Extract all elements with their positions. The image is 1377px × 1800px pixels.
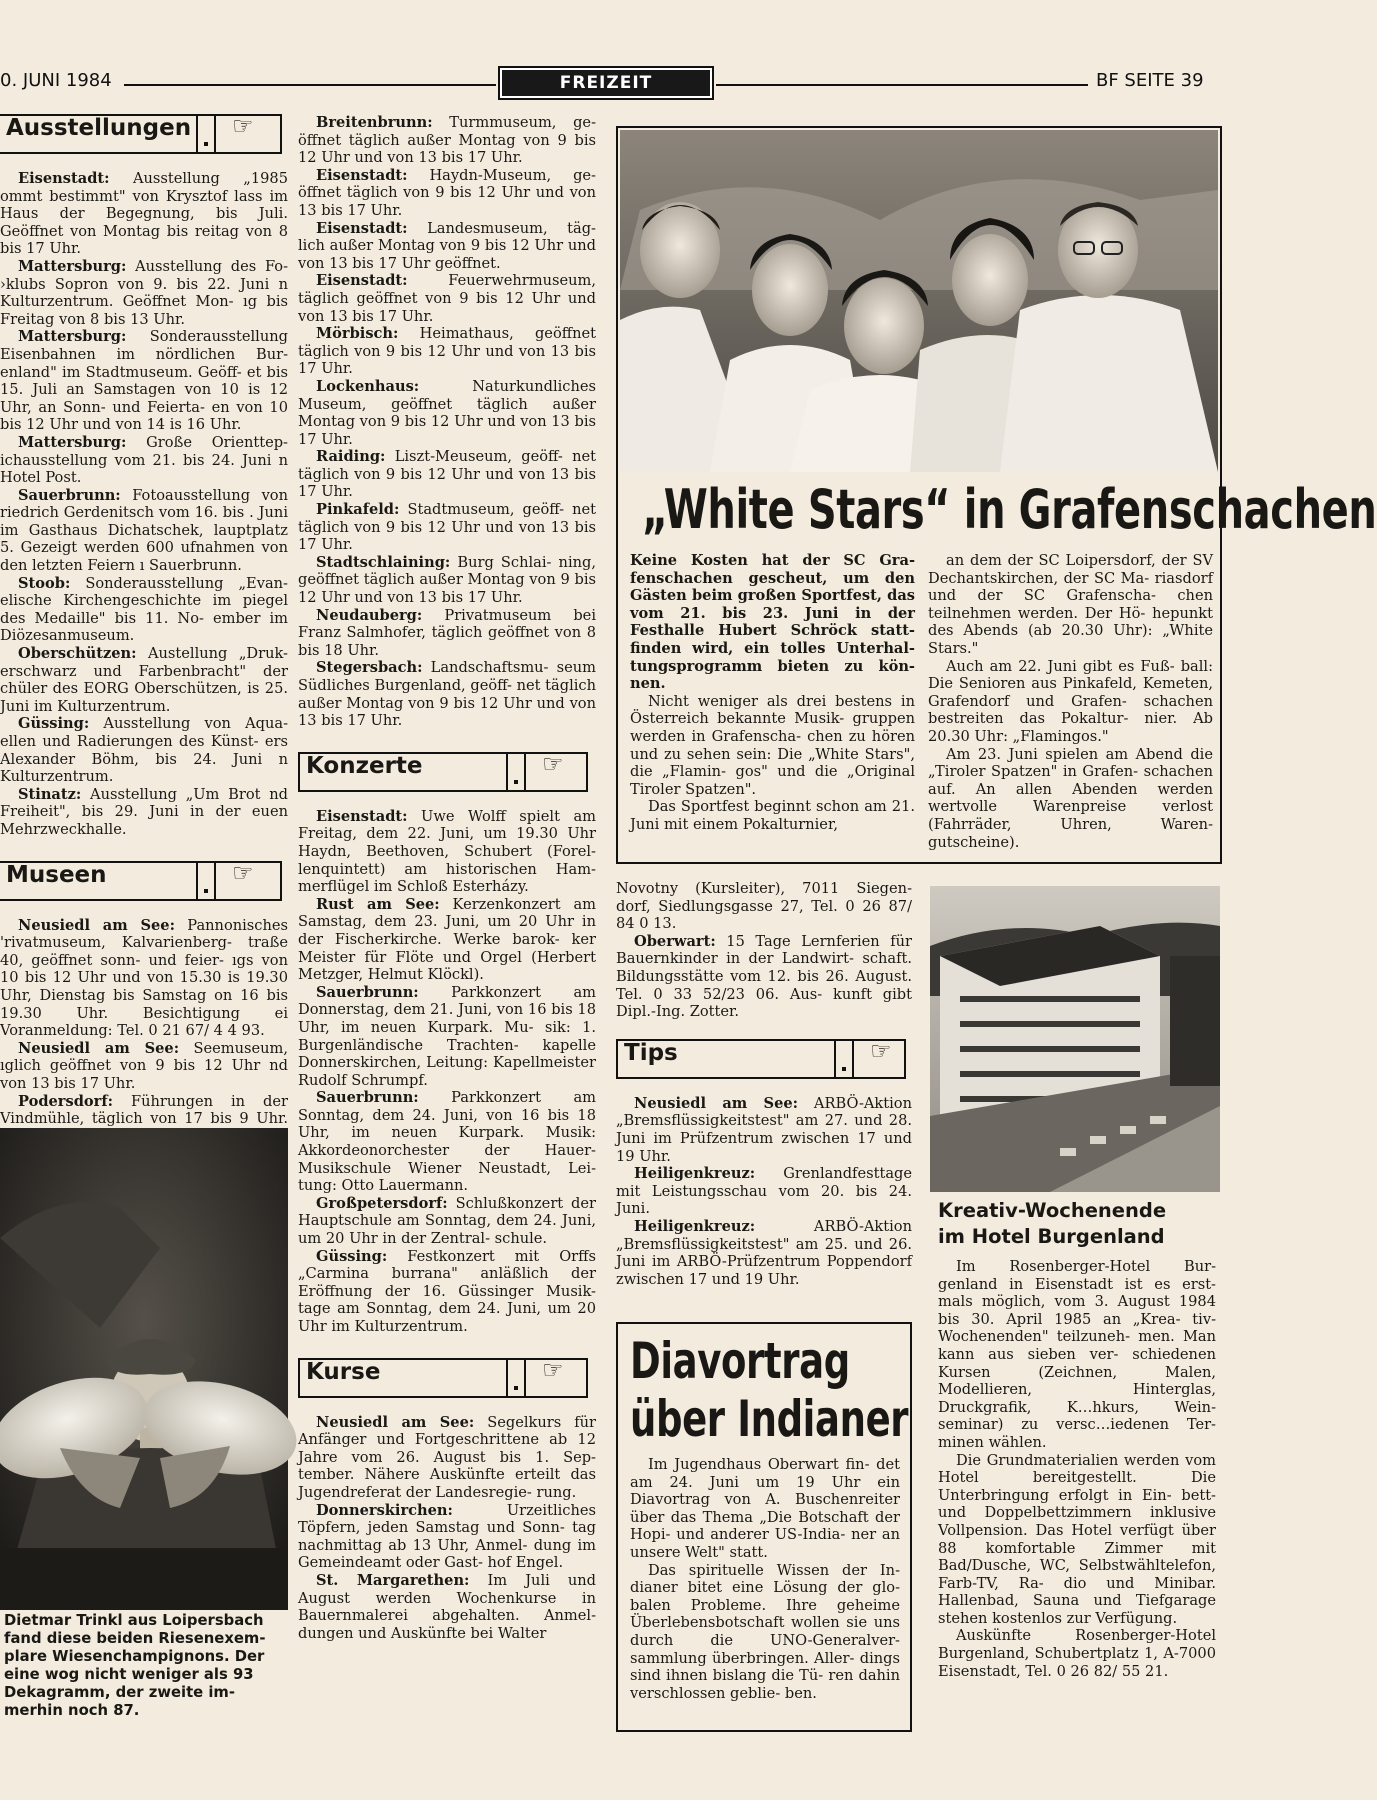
diavortrag-body (630, 1456, 900, 1702)
bullet-box (506, 1360, 526, 1396)
article-paragraph: Auch am 22. Juni gibt es Fuß- ball: Die Senioren aus Pinkafeld, Kemeten, Grafendorf und Grafen- schachen bestreiten das Pokaltur- nier. Ab 20.30 Uhr: „Flamingos." (928, 657, 1213, 745)
column-1 (0, 114, 288, 1163)
ausstellungen-list (0, 170, 288, 839)
listing-item (0, 487, 288, 575)
article-paragraph: Am 23. Juni spielen am Abend die „Tiroler Spatzen" in Grafen- schachen auf. An allen Abenden werden wertvolle Warenpreise verlost (Fahrräder, Uhren, Waren- gutscheine). (928, 745, 1213, 851)
kurse-list (298, 1414, 596, 1643)
location: Stoob: (18, 574, 71, 592)
item-text: Festkonzert mit Orffs „Carmina burrana" anläßlich der Eröffnung der 16. Güssinger Musik- tage am Sonntag, dem 24. Juni, um 20 Uhr im Kulturzentrum. (298, 1247, 596, 1335)
section-badge: FREIZEIT (500, 68, 712, 98)
location: Breitenbrunn: (316, 114, 433, 131)
location: Eisenstadt: (316, 166, 408, 184)
section-title: Tips (624, 1039, 678, 1066)
item-text: Urzeitliches Töpfern, jeden Samstag und Sonn- tag nachmittag ab 13 Uhr, Anmel- dung im Gemeindeamt oder Gast- hof Engel. (298, 1501, 596, 1572)
item-text: 15 Tage Lernferien für Bauernkinder in der Landwirt- schaft. Bildungsstätte vom 12. bis 26. August. Tel. 0 33 52/23 06. Aus- kunft gibt Dipl.-Ing. Zotter. (616, 932, 912, 1021)
oberwart-item (616, 933, 912, 1021)
item-text: Kerzenkonzert am Samstag, dem 23. Juni, um 20 Uhr in der Fischerkirche. Werke barok- ker Meister für Flöte und Orgel (Herbert Metzger, Helmut Klöckl). (298, 895, 596, 984)
item-text: Ausstellung „1985 ommt bestimmt" von Krysztof lass im Haus der Begegnung, bis Juli. Geöffnet von Montag bis reitag von 8 bis 17 Uhr. (0, 170, 288, 258)
museen-cont-list (298, 114, 596, 730)
listing-item (616, 1165, 912, 1218)
item-text: Grenlandfesttage mit Leistungsschau vom 20. bis 24. Juni. (616, 1165, 912, 1218)
item-text: Feuerwehrmuseum, täglich geöffnet von 9 bis 12 Uhr und von 13 bis 17 Uhr. (298, 272, 596, 325)
location: Mattersburg: (18, 328, 127, 346)
location: Sauerbrunn: (18, 486, 121, 504)
listing-item (298, 808, 596, 896)
location: Sauerbrunn: (316, 1089, 419, 1107)
location: Oberwart: (634, 932, 716, 950)
white-stars-left-col (630, 552, 915, 834)
location: Neusiedl am See: (18, 916, 175, 934)
item-text: Liszt-Meuseum, geöff- net täglich von 9 bis 12 Uhr und von 13 bis 17 Uhr. (298, 448, 596, 501)
listing-item (0, 328, 288, 434)
listing-item (298, 114, 596, 167)
headline-text: „White Stars“ in Grafenschachen (642, 478, 1377, 541)
listing-item (298, 1572, 596, 1642)
listing-item (298, 1502, 596, 1572)
listing-item (298, 607, 596, 660)
location: Donnerskirchen: (316, 1501, 453, 1519)
listing-item (298, 1195, 596, 1248)
white-stars-left-body (630, 693, 915, 834)
item-text: Stadtmuseum, geöff- net täglich von 9 bis 12 Uhr und von 13 bis 17 Uhr. (298, 501, 596, 554)
item-text: Ausstellung „Um Brot nd Freiheit", bis 29. Juni in der euen Mehrzweckhalle. (0, 785, 288, 838)
listing-item (298, 448, 596, 501)
hotel-illustration (930, 886, 1220, 1192)
listing-item (616, 1218, 912, 1288)
listing-item (616, 1095, 912, 1165)
item-text: Turmmuseum, ge- öffnet täglich außer Montag von 9 bis 12 Uhr und von 13 bis 17 Uhr. (298, 114, 596, 167)
item-text: Ausstellung von Aqua- ellen und Radierungen des Künst- ers Alexander Böhm, bis 24. Juni n Kulturzentrum. (0, 715, 288, 786)
location: St. Margarethen: (316, 1571, 470, 1589)
kreativ-article (938, 1198, 1222, 1680)
mushroom-caption: Dietmar Trinkl aus Loipersbach fand diese beiden Riesenexem- plare Wiesenchampignons. Der eine wog nicht weniger als 93 Dekagramm, der zweite im- merhin noch 87. (4, 1612, 266, 1719)
tips-list (616, 1095, 912, 1289)
listing-item (298, 1248, 596, 1336)
item-text: ARBÖ-Aktion „Bremsflüssigkeitstest" am 27. und 28. Juni im Prüfzentrum zwischen 17 und 19 Uhr. (616, 1094, 912, 1165)
column-2 (298, 114, 596, 1642)
article-paragraph: Im Jugendhaus Oberwart fin- det am 24. Juni um 19 Uhr ein Diavortrag von A. Buschenreiter über das Thema „Die Botschaft der Hopi- und anderer US-India- ner an unsere Welt" statt. (630, 1456, 900, 1561)
listing-item (298, 896, 596, 984)
location: Pinkafeld: (316, 501, 400, 519)
location: Heiligenkreuz: (634, 1217, 756, 1235)
konzerte-list (298, 808, 596, 1336)
section-head-museen (0, 858, 282, 901)
museen-list (0, 917, 288, 1163)
white-stars-right-body (928, 552, 1213, 851)
listing-item (298, 1089, 596, 1195)
kreativ-body (938, 1258, 1216, 1680)
section-head-tips (616, 1036, 906, 1079)
listing-item (298, 501, 596, 554)
white-stars-right-col (928, 552, 1213, 851)
listing-item (298, 378, 596, 448)
location: Mattersburg: (18, 433, 127, 451)
headline-line-1: Diavortrag (630, 1332, 850, 1390)
bullet-box (196, 863, 216, 899)
listing-item (298, 984, 596, 1090)
location: Mattersburg: (18, 257, 127, 275)
article-paragraph: Die Grundmaterialien werden vom Hotel bereitgestellt. Die Unterbringung erfolgt in Ein- bett- und Doppelbettzimmern inklusive Vollpension. Das Hotel verfügt über 88 komfortable Zimmer mit Bad/Dusche, WC, Selbstwähltelefon, Farb-TV, Ra- dio und Minibar. Hallenbad, Sauna und Tiefgarage stehen kostenlos zur Verfügung. (938, 1451, 1216, 1627)
item-text: Segelkurs für Anfänger und Fortgeschrittene ab 12 Jahre vom 26. August bis 1. Sep- tember. Nähere Auskünfte erteilt das Jugendreferat der Landesregie- rung. (298, 1413, 596, 1501)
band-photo (620, 130, 1218, 472)
listing-item (298, 554, 596, 607)
location: Stegersbach: (316, 659, 423, 677)
location: Güssing: (18, 715, 90, 733)
item-text: Parkkonzert am Donnerstag, dem 21. Juni, von 16 bis 18 Uhr, im neuen Kurpark. Mu- sik: 1. Burgenländische Trachten- kapelle Donnerskirchen, Leitung: Kapellmeister Rudolf Schrumpf. (298, 983, 596, 1089)
article-paragraph: Das spirituelle Wissen der In- dianer bitet eine Lösung der glo- balen Probleme. Ihre geheime Überlebensbotschaft wollen sie uns durch die UNO-Generalver- sammlung überbringen. Aller- dings sind ihnen bislang die Tü- ren dahin verschlossen geblie- ben. (630, 1561, 900, 1702)
article-paragraph: Das Sportfest beginnt schon am 21. Juni mit einem Pokalturnier, (630, 798, 915, 833)
header-page: BF SEITE 39 (1096, 70, 1204, 91)
item-text: Austellung „Druk- erschwarz und Farbenbracht" der chüler des EORG Oberschützen, is 25. Juni im Kulturzentrum. (0, 645, 288, 715)
section-title: Konzerte (306, 752, 423, 779)
listing-item (0, 715, 288, 785)
listing-item (298, 325, 596, 378)
item-text: Große Orienttep- ichausstellung vom 21. bis 24. Juni n Hotel Post. (0, 433, 288, 487)
item-text: Pannonisches 'rivatmuseum, Kalvarienberg- traße 40, geöffnet sonn- und feier- ıgs von 10 bis 12 Uhr und von 15.30 is 19.30 Uhr, Dienstag bis Samstag on 16 bis 19.30 Uhr. Besichtigung ei Voranmeldung: Tel. 0 21 67/ 4 4 93. (0, 916, 288, 1040)
listing-item (0, 434, 288, 487)
location: Oberschützen: (18, 645, 137, 663)
item-text: ARBÖ-Aktion „Bremsflüssigkeitstest" am 25. und 26. Juni im ARBÖ-Prüfzentrum Poppendorf zwischen 17 und 19 Uhr. (616, 1217, 912, 1288)
listing-item (0, 1040, 288, 1093)
item-text: Seemuseum, ıglich geöffnet von 9 bis 12 Uhr nd von 13 bis 17 Uhr. (0, 1039, 288, 1092)
location: Eisenstadt: (18, 170, 110, 187)
item-text: Heimathaus, geöffnet täglich von 9 bis 12 Uhr und von 13 bis 17 Uhr. (298, 325, 596, 378)
location: Eisenstadt: (316, 272, 408, 290)
item-text: Landschaftsmu- seum Südliches Burgenland, geöff- net täglich außer Montag von 9 bis 12 Uhr und von 13 bis 17 Uhr. (298, 659, 596, 730)
location: Stinatz: (18, 785, 82, 803)
kreativ-title (938, 1198, 1222, 1250)
diavortrag-article (616, 1322, 912, 1732)
kreativ-title-line-1: Kreativ-Wochenende (938, 1199, 1167, 1222)
pointing-hand-icon: ☞ (232, 858, 254, 887)
item-text: Führungen in der Vindmühle, täglich von 17 bis 9 Uhr. (0, 1092, 288, 1128)
item-text: Sonderausstellung „Evan- elische Kirchengeschichte im piegel des Medaille" bis 11. No- ember im Diözesanmuseum. (0, 574, 288, 645)
pointing-hand-icon: ☞ (542, 749, 564, 778)
listing-item (298, 659, 596, 729)
listing-item (298, 220, 596, 273)
listing-item (0, 170, 288, 258)
header-date: 0. JUNI 1984 (0, 70, 112, 91)
item-text: Burg Schlai- ning, geöffnet täglich außer Montag von 9 bis 12 Uhr und von 13 bis 17 Uhr. (298, 553, 596, 607)
location: Neusiedl am See: (316, 1413, 475, 1431)
item-text: Uwe Wolff spielt am Freitag, dem 22. Juni, um 19.30 Uhr Haydn, Beethoven, Schubert (Forel- lenquintett) am historischen Ham- merflügel im Schloß Esterházy. (298, 807, 596, 896)
band-illustration (620, 130, 1218, 472)
section-title: Museen (6, 861, 107, 888)
hotel-photo (930, 886, 1220, 1192)
item-text: Sonderausstellung Eisenbahnen im nördlichen Bur- enland" im Stadtmuseum. Geöff- et bis 15. Juli an Samstagen von 10 is 12 Uhr, an Sonn- und Feierta- en von 10 bis 12 Uhr und von 14 is 16 Uhr. (0, 328, 288, 434)
article-paragraph: Nicht weniger als drei bestens in Österreich bekannte Musik- gruppen werden in Grafenscha- chen zu hören und zu sehen sein: Die „White Stars", die „Flamin- gos" und die „Original Tiroler Spatzen". (630, 692, 915, 798)
article-paragraph: Im Rosenberger-Hotel Bur- genland in Eisenstadt ist es erst- mals möglich, vom 3. August 1984 bis 30. April 1985 an „Krea- tiv-Wochenenden" teilzuneh- men. Man kann aus sieben ver- schiedenen Kursen (Zeichnen, Malen, Modellieren, Hinterglas, Druckgrafik, K…hkurs, Wein- seminar) zu versc…iedenen Ter- minen wählen. (938, 1258, 1216, 1451)
pointing-hand-icon: ☞ (542, 1355, 564, 1384)
location: Raiding: (316, 448, 386, 466)
location: Sauerbrunn: (316, 983, 419, 1001)
article-paragraph: Auskünfte Rosenberger-Hotel Burgenland, Schubertplatz 1, A-7000 Eisenstadt, Tel. 0 26 82/ 55 21. (938, 1627, 1216, 1680)
location: Güssing: (316, 1247, 388, 1265)
location: Podersdorf: (18, 1092, 114, 1110)
listing-item (0, 917, 288, 1040)
article-paragraph: an dem der SC Loipersdorf, der SV Dechantskirchen, der SC Ma- riasdorf und der SC Grafenscha- chen teilnehmen werden. Der Hö- hepunkt des Abends (ab 20.30 Uhr): „White Stars." (928, 552, 1213, 657)
location: Neusiedl am See: (18, 1039, 180, 1057)
kurse-continued: Novotny (Kursleiter), 7011 Siegen- dorf, Siedlungsgasse 27, Tel. 0 26 87/ 84 0 13. (616, 880, 912, 933)
listing-item (0, 258, 288, 328)
white-stars-article (616, 126, 1377, 864)
location: Lockenhaus: (316, 377, 420, 395)
section-title: Ausstellungen (6, 115, 192, 141)
section-head-ausstellungen (0, 114, 282, 154)
section-head-kurse (298, 1355, 588, 1398)
diavortrag-headline (630, 1332, 910, 1452)
item-text: Fotoausstellung von riedrich Gerdenitsch vom 16. bis . Juni im Gasthaus Dichatschek, lauptplatz 5. Gezeigt werden 600 ufnahmen von den letzten Feiern ı Sauerbrunn. (0, 486, 288, 575)
pointing-hand-icon: ☞ (870, 1036, 892, 1065)
kreativ-title-line-2: im Hotel Burgenland (938, 1225, 1165, 1248)
location: Neusiedl am See: (634, 1094, 799, 1112)
listing-item (298, 1414, 596, 1502)
white-stars-lead: Keine Kosten hat der SC Gra- fenschachen gescheut, um den Gästen beim großen Sportfest, das vom 21. bis 23. Juni in der Festhalle Hubert Schröck statt- finden wird, ein tolles Unterhal- tungsprogramm bieten zu kön- nen. (630, 552, 915, 693)
location: Eisenstadt: (316, 219, 408, 237)
item-text: Haydn-Museum, ge- öffnet täglich von 9 bis 12 Uhr und von 13 bis 17 Uhr. (298, 166, 596, 219)
section-title: Kurse (306, 1358, 381, 1385)
location: Neudauberg: (316, 606, 423, 624)
bullet-box (834, 1041, 854, 1077)
item-text: Parkkonzert am Sonntag, dem 24. Juni, von 16 bis 18 Uhr, im neuen Kurpark. Musik: Akkordeonorchester der Hauer- Musikschule Wiener Neustadt, Lei- tung: Otto Lauermann. (298, 1089, 596, 1195)
listing-item (0, 786, 288, 839)
item-text: Schlußkonzert der Hauptschule am Sonntag, dem 24. Juni, um 20 Uhr in der Zentral- schule. (298, 1194, 596, 1248)
header-rule-left (124, 84, 496, 86)
item-text: Privatmuseum bei Franz Salmhofer, täglich geöffnet von 8 bis 18 Uhr. (298, 606, 596, 659)
bullet-box (506, 754, 526, 790)
column-3-lower (616, 880, 912, 1288)
listing-item (0, 575, 288, 645)
bullet-box (196, 116, 216, 152)
item-text: Im Juli und August werden Wochenkurse in Bauernmalerei abgehalten. Anmel- dungen und Auskünfte bei Walter (298, 1571, 596, 1642)
pointing-hand-icon: ☞ (232, 112, 254, 140)
headline-line-2: über Indianer (630, 1390, 909, 1448)
location: Stadtschlaining: (316, 553, 451, 571)
listing-item (298, 167, 596, 220)
location: Mörbisch: (316, 325, 399, 343)
location: Heiligenkreuz: (634, 1165, 756, 1183)
header-rule-right (716, 84, 1088, 86)
item-text: Landesmuseum, täg- lich außer Montag von 9 bis 12 Uhr und von 13 bis 17 Uhr geöffnet. (298, 219, 596, 272)
item-text: Naturkundliches Museum, geöffnet täglich außer Montag von 9 bis 12 Uhr und von 13 bis 17 Uhr. (298, 377, 596, 448)
item-text: Ausstellung des Fo- ›klubs Sopron von 9. bis 22. Juni n Kulturzentrum. Geöffnet Mon- ıg bis Freitag von 8 bis 13 Uhr. (0, 257, 288, 328)
location: Großpetersdorf: (316, 1194, 448, 1212)
listing-item (298, 272, 596, 325)
location: Eisenstadt: (316, 807, 408, 825)
location: Rust am See: (316, 895, 440, 913)
section-head-konzerte (298, 749, 588, 792)
mushroom-photo (0, 1128, 288, 1610)
photo-illustration (0, 1128, 288, 1610)
listing-item (0, 645, 288, 715)
white-stars-headline (642, 478, 1377, 544)
